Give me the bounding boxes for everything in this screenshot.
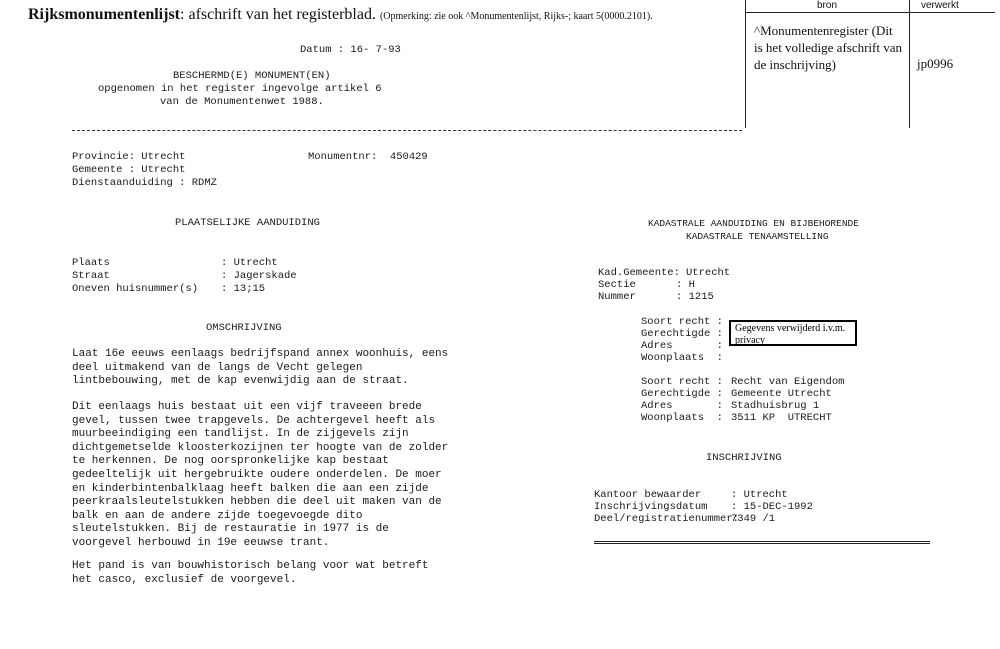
datum: Datum : 16- 7-93 — [300, 44, 401, 56]
monumentnr: Monumentnr: 450429 — [308, 151, 428, 163]
separator-dashes — [72, 130, 742, 131]
intro-line-1: BESCHERMD(E) MONUMENT(EN) — [173, 70, 331, 82]
owner2-woonplaats-label: Woonplaats : — [641, 412, 723, 424]
huisnummer-label: Oneven huisnummer(s) — [72, 283, 199, 295]
inschrijvingsdatum-label: Inschrijvingsdatum — [594, 501, 708, 513]
plaats-label: Plaats — [72, 257, 110, 269]
header-note: (Opmerking: zie ook ^Monumentenlijst, Rijks-; kaart 5(0000.2101). — [379, 11, 653, 22]
owner2-gerechtigde-label: Gerechtigde : — [641, 388, 723, 400]
owner1-gerechtigde-label: Gerechtigde : — [641, 328, 723, 340]
registratienummer-label: Deel/registratienummer: — [594, 513, 739, 525]
owner2-adres-label: Adres : — [641, 400, 723, 412]
inschrijvingsdatum-value: : 15-DEC-1992 — [731, 501, 813, 513]
plaatselijk-title: PLAATSELIJKE AANDUIDING — [175, 217, 320, 229]
dienstaanduiding: Dienstaanduiding : RDMZ — [72, 177, 217, 189]
owner1-soort-label: Soort recht : — [641, 316, 723, 328]
bron-label: bron — [817, 0, 838, 11]
gemeente: Gemeente : Utrecht — [72, 164, 186, 176]
omschrijving-para-2: Dit eenlaags huis bestaat uit een vijf traveeen brede gevel, tussen twee trapgevels. De achtergevel heeft als muurbeeindiging een tandlijst. In de zijgevels zijn dichtgemetselde kloosterkozijnen ter hoogte van de zolder te herkennen. De nog oorspronkelijke kap bestaat gedeeltelijk uit hergebruikte oudere onderdelen. De moer en kinderbintenbalklaag heeft balken die aan een zijde peerkraalsleutelstukken hebben die deel uit maken van de balk en aan de andere zijde toegevoegde dito sleutelstukken. Bij de restauratie in 1977 is de voorgevel herbouwd in 19e eeuwse trant. — [72, 401, 449, 549]
nummer-value: : 1215 — [676, 291, 714, 303]
bron-text: ^Monumentenregister (Dit is het volledige afschrift van de inschrijving) — [754, 23, 903, 72]
owner2-soort-label: Soort recht : — [641, 376, 723, 388]
owner2-adres-value: Stadhuisbrug 1 — [731, 400, 820, 412]
inschrijving-title: INSCHRIJVING — [706, 452, 782, 464]
header-title-bold: Rijksmonumentenlijst — [28, 6, 181, 23]
bron-column-divider — [909, 0, 910, 128]
privacy-notice: Gegevens verwijderd i.v.m. privacy — [729, 320, 857, 346]
owner2-gerechtigde-value: Gemeente Utrecht — [731, 388, 832, 400]
intro-line-3: van de Monumentenwet 1988. — [160, 96, 324, 108]
huisnummer-value: : 13;15 — [221, 283, 266, 295]
owner2-soort-value: Recht van Eigendom — [731, 376, 845, 388]
kantoor-label: Kantoor bewaarder — [594, 489, 702, 501]
omschrijving-para-1: Laat 16e eeuws eenlaags bedrijfspand annex woonhuis, eens deel uitmakend van de langs de Vecht gelegen lintbebouwing, met de kap evenwijdig aan de straat. — [72, 348, 449, 388]
kadaster-title-2: KADASTRALE TENAAMSTELLING — [686, 231, 829, 242]
provincie: Provincie: Utrecht — [72, 151, 186, 163]
plaats-value: : Utrecht — [221, 257, 278, 269]
omschrijving-para-3: Het pand is van bouwhistorisch belang voor wat betreft het casco, exclusief de voorgevel. — [72, 560, 429, 586]
straat-value: : Jagerskade — [221, 270, 297, 282]
omschrijving-title: OMSCHRIJVING — [206, 322, 282, 334]
verwerkt-label: verwerkt — [921, 0, 959, 11]
registratienummer-value: 7349 /1 — [731, 513, 776, 525]
kad-gemeente-value: Utrecht — [686, 267, 731, 279]
owner2-woonplaats-value: 3511 KP UTRECHT — [731, 412, 832, 424]
document-header — [28, 6, 653, 24]
straat-label: Straat — [72, 270, 110, 282]
bron-header-line — [745, 12, 995, 13]
kad-gemeente-label: Kad.Gemeente: — [598, 267, 680, 279]
owner1-adres-label: Adres : — [641, 340, 723, 352]
sectie-value: : H — [676, 279, 695, 291]
header-title-rest: : afschrift van het registerblad. — [180, 6, 376, 23]
intro-line-2: opgenomen in het register ingevolge artikel 6 — [98, 83, 382, 95]
sectie-label: Sectie — [598, 279, 636, 291]
owner1-woonplaats-label: Woonplaats : — [641, 352, 723, 364]
verwerkt-text: jp0996 — [917, 56, 954, 71]
closing-double-line — [594, 541, 930, 544]
kadaster-title-1: KADASTRALE AANDUIDING EN BIJBEHORENDE — [648, 218, 859, 229]
nummer-label: Nummer — [598, 291, 636, 303]
kantoor-value: : Utrecht — [731, 489, 788, 501]
